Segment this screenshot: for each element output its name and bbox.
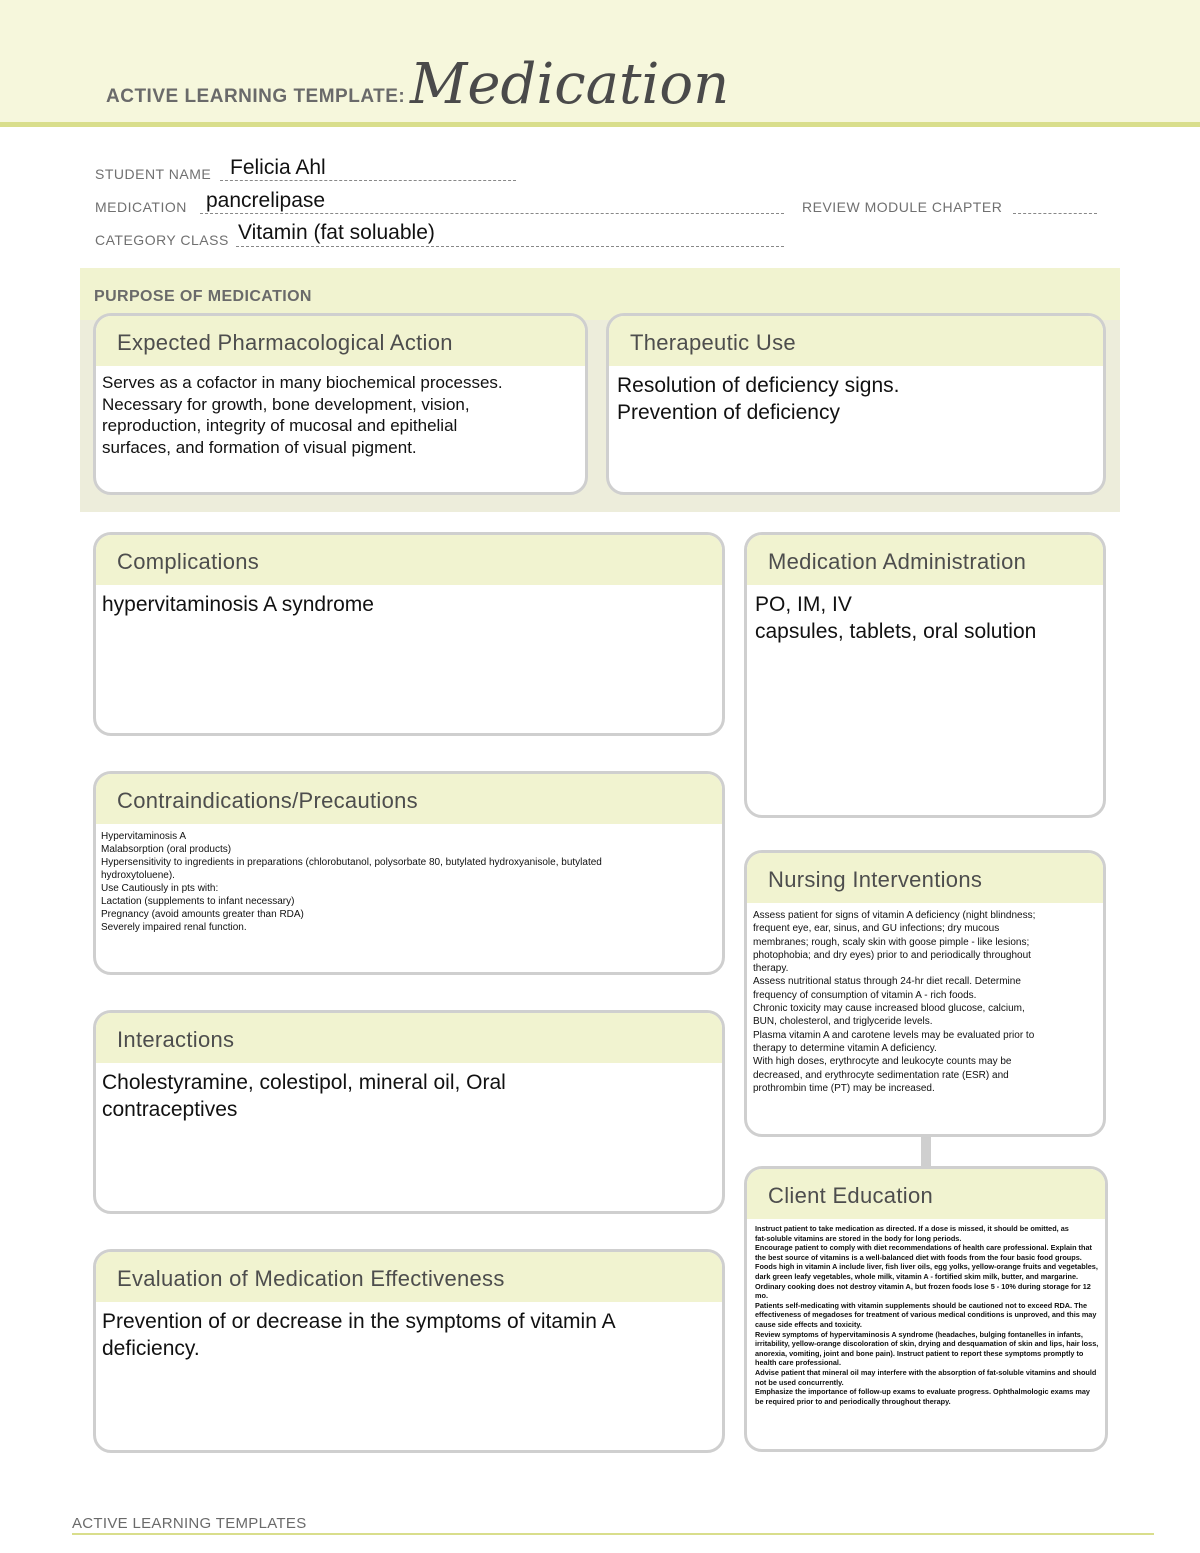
text-line: reproduction, integrity of mucosal and epithelial [102, 416, 458, 435]
text-line: mo. [755, 1291, 768, 1301]
text-line: effectiveness of megadoses for treatment of various medical conditions is unproved, and this may [755, 1310, 1097, 1320]
evaluation-box [93, 1249, 725, 1453]
text-line: Severely impaired renal function. [101, 922, 247, 933]
text-line: Malabsorption (oral products) [101, 844, 232, 855]
text-line: Cholestyramine, colestipol, mineral oil, Oral [102, 1071, 506, 1094]
contraindications-text[interactable] [96, 824, 722, 934]
category-class-line [236, 246, 784, 247]
review-module-label: REVIEW MODULE CHAPTER [802, 199, 1003, 215]
expected-action-box [93, 313, 588, 495]
text-line: hypervitaminosis A syndrome [102, 593, 374, 616]
administration-title: Medication Administration [747, 535, 1103, 585]
text-line: photophobia; and dry eyes) prior to and periodically throughout [753, 949, 1031, 961]
template-title: Medication [410, 52, 730, 117]
text-line: Assess nutritional status through 24-hr diet recall. Determine [753, 976, 1021, 988]
text-line: Resolution of deficiency signs. [617, 374, 900, 397]
text-line: BUN, cholesterol, and triglyceride levels. [753, 1016, 933, 1028]
text-line: Pregnancy (avoid amounts greater than RDA) [101, 909, 304, 920]
text-line: fat-soluble vitamins are stored in the body for long periods. [755, 1233, 962, 1243]
therapeutic-use-box [606, 313, 1106, 495]
text-line: Instruct patient to take medication as directed. If a dose is missed, it should be omitted, as [755, 1224, 1069, 1233]
header-rule [0, 122, 1200, 127]
text-line: capsules, tablets, oral solution [755, 620, 1037, 643]
text-line: Chronic toxicity may cause increased blood glucose, calcium, [753, 1003, 1025, 1015]
contraindications-box [93, 771, 725, 975]
text-line: Use Cautiously in pts with: [101, 883, 219, 894]
text-line: deficiency. [102, 1337, 200, 1360]
category-class-field[interactable]: Vitamin (fat soluable) [238, 221, 435, 244]
contraindications-title: Contraindications/Precautions [96, 774, 722, 824]
text-line: Foods high in vitamin A include liver, fish liver oils, egg yolks, yellow-orange fruits and vegetables, [755, 1262, 1098, 1272]
complications-box [93, 532, 725, 736]
medication-label: MEDICATION [95, 199, 187, 215]
complications-title: Complications [96, 535, 722, 585]
therapeutic-use-title: Therapeutic Use [609, 316, 1103, 366]
text-line: Hypersensitivity to ingredients in preparations (chlorobutanol, polysorbate 80, butylated hydroxyanisole, butylated [101, 857, 602, 868]
student-name-label: STUDENT NAME [95, 166, 212, 182]
text-line: therapy to determine vitamin A deficiency. [753, 1042, 937, 1054]
text-line: Review symptoms of hypervitaminosis A syndrome (headaches, bulging fontanelles in infants, [755, 1329, 1083, 1339]
expected-action-title: Expected Pharmacological Action [96, 316, 585, 366]
text-line: Plasma vitamin A and carotene levels may be evaluated prior to [753, 1029, 1035, 1041]
text-line: anorexia, vomiting, joint and bone pain). Instruct patient to report these symptoms promptly to [755, 1348, 1084, 1358]
text-line: prothrombin time (PT) may be increased. [753, 1082, 935, 1094]
footer-rule [72, 1533, 1154, 1535]
text-line: not be used concurrently. [755, 1377, 844, 1387]
interactions-title: Interactions [96, 1013, 722, 1063]
client-education-text[interactable] [747, 1219, 1105, 1406]
student-name-line [220, 180, 516, 181]
text-line: Necessary for growth, bone development, vision, [102, 394, 470, 414]
medication-field[interactable]: pancrelipase [206, 189, 326, 212]
text-line: be required prior to and periodically throughout therapy. [755, 1396, 951, 1406]
purpose-label: PURPOSE OF MEDICATION [94, 288, 312, 305]
client-education-title: Client Education [747, 1169, 1105, 1219]
text-line: decreased, and erythrocyte sedimentation rate (ESR) and [753, 1069, 1009, 1081]
text-line: Advise patient that mineral oil may interfere with the absorption of fat-soluble vitamins and should [755, 1367, 1097, 1377]
footer-label: ACTIVE LEARNING TEMPLATES [72, 1515, 307, 1532]
text-line: Lactation (supplements to infant necessary) [101, 896, 295, 907]
nursing-box [744, 850, 1106, 1137]
template-label: ACTIVE LEARNING TEMPLATE: [106, 86, 406, 107]
review-module-line [1013, 213, 1097, 214]
administration-text[interactable] [747, 585, 1103, 645]
text-line: Ordinary cooking does not destroy vitamin A, but frozen foods lose 5 - 10% during storage for 12 [755, 1281, 1091, 1291]
administration-box [744, 532, 1106, 818]
expected-action-text[interactable] [96, 366, 585, 458]
interactions-box [93, 1010, 725, 1214]
text-line: PO, IM, IV [755, 593, 852, 616]
text-line: frequency of consumption of vitamin A - rich foods. [753, 989, 977, 1001]
text-line: irritability, yellow-orange discoloration of skin, drying and desquamation of skin and lips, hair loss, [755, 1339, 1099, 1349]
text-line: Emphasize the importance of follow-up exams to evaluate progress. Ophthalmologic exams may [755, 1387, 1090, 1397]
nursing-title: Nursing Interventions [747, 853, 1103, 903]
therapeutic-use-text[interactable] [609, 366, 1103, 426]
text-line: surfaces, and formation of visual pigment. [102, 437, 417, 457]
text-line: health care professional. [755, 1358, 841, 1368]
category-class-label: CATEGORY CLASS [95, 232, 229, 248]
text-line: the best source of vitamins is a well-balanced diet with foods from the four basic food groups. [755, 1252, 1082, 1262]
text-line: dark green leafy vegetables, whole milk, vitamin A - fortified skim milk, butter, and margarine. [755, 1271, 1079, 1281]
complications-text[interactable] [96, 585, 722, 618]
text-line: frequent eye, ear, sinus, and GU infections; dry mucous [753, 923, 1000, 935]
nursing-text[interactable] [747, 903, 1103, 1095]
text-line: Encourage patient to comply with diet recommendations of health care professional. Explain that [755, 1243, 1092, 1253]
evaluation-title: Evaluation of Medication Effectiveness [96, 1252, 722, 1302]
interactions-text[interactable] [96, 1063, 722, 1123]
text-line: membranes; rough, scaly skin with goose pimple - like lesions; [753, 936, 1030, 948]
text-line: therapy. [753, 963, 789, 975]
text-line: Patients self-medicating with vitamin supplements should be cautioned not to exceed RDA. The [755, 1300, 1088, 1310]
student-name-field[interactable]: Felicia Ahl [230, 156, 326, 179]
text-line: hydroxytoluene). [101, 870, 175, 881]
text-line: contraceptives [102, 1098, 238, 1121]
client-education-box [744, 1166, 1108, 1452]
text-line: Assess patient for signs of vitamin A deficiency (night blindness; [753, 910, 1036, 921]
text-line: Hypervitaminosis A [101, 831, 187, 842]
text-line: Prevention of or decrease in the symptoms of vitamin A [102, 1310, 616, 1333]
text-line: cause side effects and toxicity. [755, 1319, 862, 1329]
text-line: With high doses, erythrocyte and leukocyte counts may be [753, 1056, 1012, 1068]
evaluation-text[interactable] [96, 1302, 722, 1362]
medication-line [200, 213, 784, 214]
text-line: Prevention of deficiency [617, 401, 840, 424]
text-line: Serves as a cofactor in many biochemical processes. [102, 373, 503, 392]
box-connector [921, 1134, 931, 1166]
